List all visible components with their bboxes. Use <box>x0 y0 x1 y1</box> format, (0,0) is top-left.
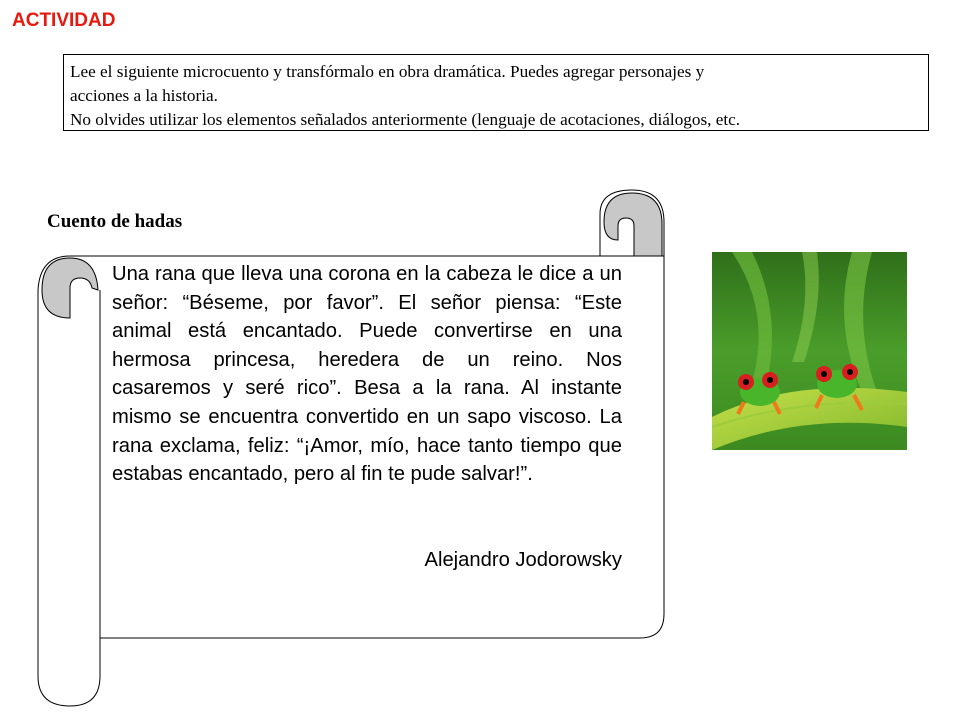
frogs-photo <box>712 252 907 450</box>
instructions-line-1: Lee el siguiente microcuento y transfórmalo en obra dramática. Puedes agregar personajes y <box>70 62 705 81</box>
activity-heading: ACTIVIDAD <box>12 10 116 31</box>
story-author: Alejandro Jodorowsky <box>424 549 622 571</box>
story-text: Una rana que lleva una corona en la cabeza le dice a un señor: “Béseme, por favor”. El señor piensa: “Este animal está encantado. Puede convertirse en una hermosa princesa, heredera de un reino. Nos casaremos y seré rico”. Besa a la rana. Al instante mismo se encuentra convertido en un sapo viscoso. La rana exclama, feliz: “¡Amor, mío, hace tanto tiempo que estabas encantado, pero al fin te pude salvar!”. <box>112 263 622 486</box>
instructions-line-2: acciones a la historia. <box>70 86 218 105</box>
story-title: Cuento de hadas <box>47 211 183 232</box>
scroll-right-curl <box>604 193 662 256</box>
scroll-left-curl <box>42 258 98 318</box>
instructions-line-3: No olvides utilizar los elementos señalados anteriormente (lenguaje de acotaciones, diálogos, etc. <box>70 110 741 129</box>
